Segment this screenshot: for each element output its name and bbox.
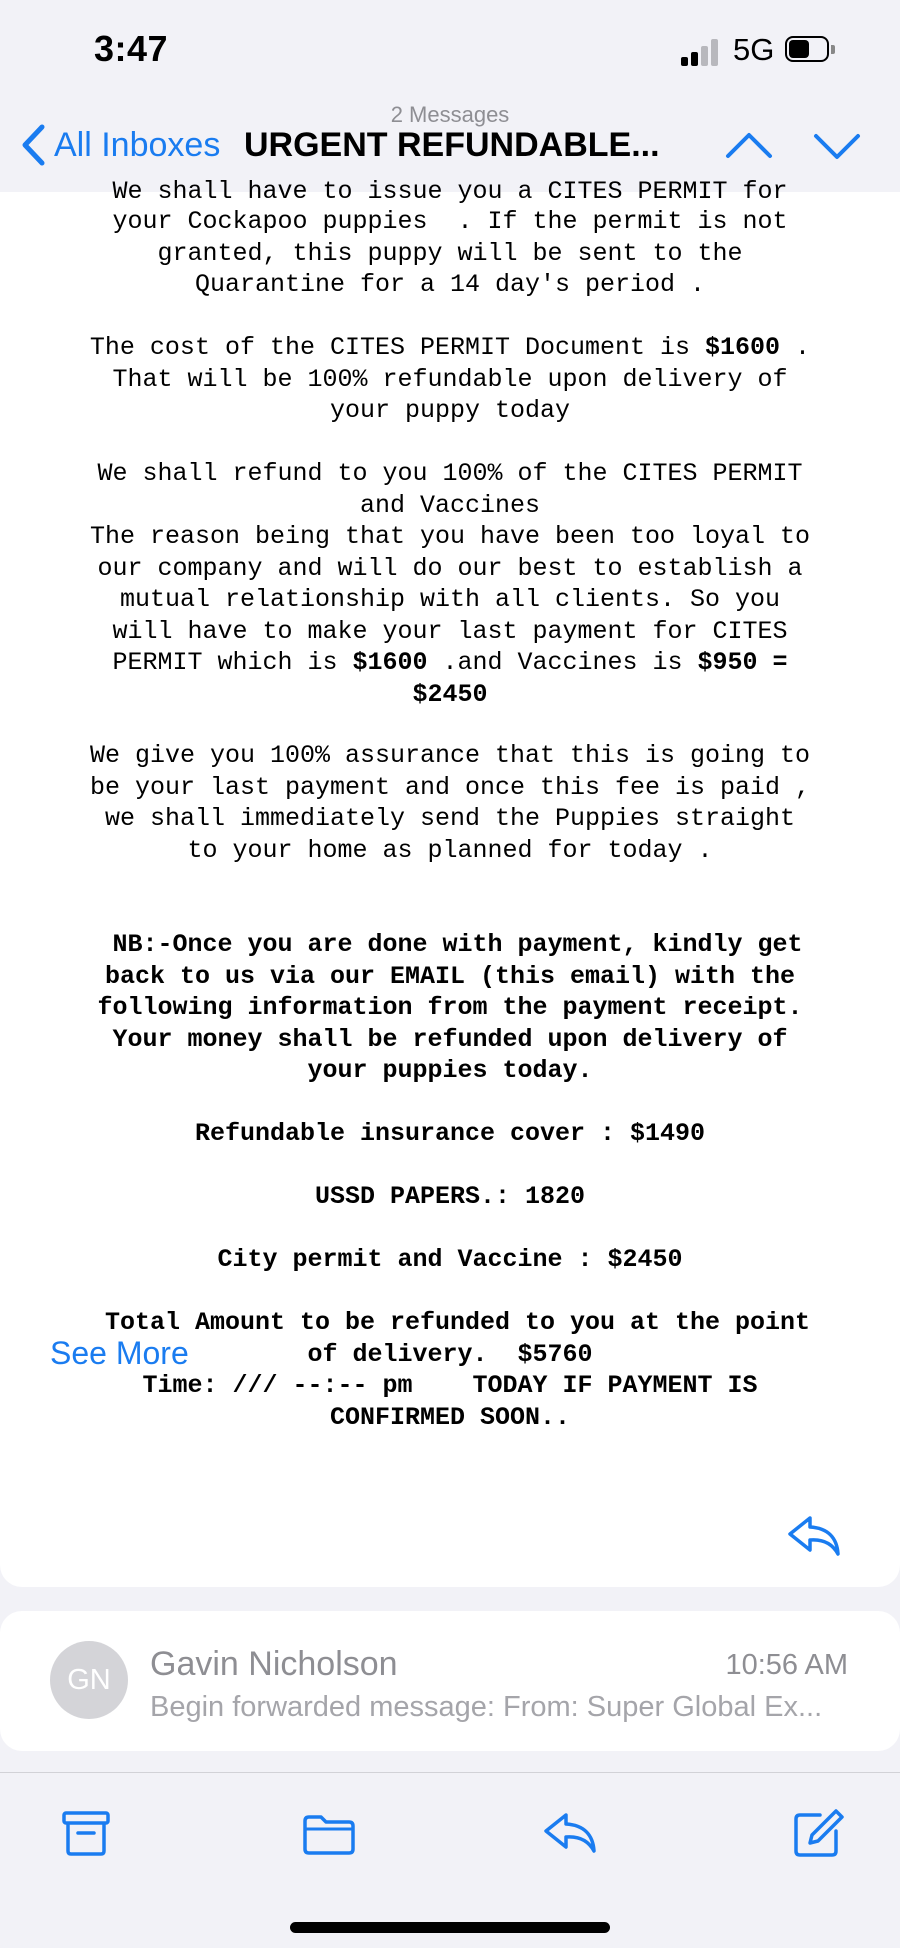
message-row[interactable] [0,1611,900,1751]
message-preview: Begin forwarded message: From: Super Global Ex... [150,1691,823,1723]
chevron-up-icon[interactable] [724,126,774,166]
back-button[interactable] [20,122,220,168]
archive-icon[interactable] [58,1807,114,1859]
network-type: 5G [733,32,775,67]
see-more-link[interactable]: See More [50,1335,189,1371]
email-line-city-permit: City permit and Vaccine : $2450 [217,1245,683,1274]
battery-icon [785,36,836,64]
back-button-label: All Inboxes [54,125,221,164]
folder-icon[interactable] [300,1807,358,1859]
email-subject: URGENT REFUNDABLE... [244,126,660,164]
message-time: 10:56 AM [725,1649,848,1681]
email-line-insurance: Refundable insurance cover : $1490 [194,1119,706,1148]
avatar: GN [50,1641,128,1719]
message-count: 2 Messages [390,102,510,127]
reply-icon[interactable] [786,1512,842,1560]
chevron-left-icon [20,124,46,166]
home-indicator[interactable] [290,1922,610,1933]
email-paragraph-cost: The cost of the CITES PERMIT Document is $1600 . That will be 100% refundable upon delivery of your puppy today [89,333,811,425]
email-paragraph-refund: We shall refund to you 100% of the CITES PERMIT and Vaccines The reason being that you have been too loyal to our company and will do our best to establish a mutual relationship with all clients. So you will have to make your last payment for CITES PERMIT which is $1600 .and Vaccines is $950 = $2450 [89,459,811,709]
email-paragraph-assurance: We give you 100% assurance that this is going to be your last payment and once this fee is paid , we shall immediately send the Puppies straight to your home as planned for today . [89,741,811,865]
email-line-ussd: USSD PAPERS.: 1820 [314,1182,586,1211]
reply-icon[interactable] [542,1807,598,1859]
email-line-time: Time: /// --:-- pm TODAY IF PAYMENT IS CONFIRMED SOON.. [142,1371,758,1432]
email-paragraph-nb: NB:-Once you are done with payment, kindly get back to us via our EMAIL (this email) with the following information from the payment receipt. Your money shall be refunded upon delivery of your puppies today. [97,930,803,1085]
signal-icon [681,38,721,66]
message-sender: Gavin Nicholson [150,1645,398,1683]
email-body-line-cut: We shall have to issue you a CITES PERMIT for [112,177,788,206]
email-paragraph-permit: your Cockapoo puppies . If the permit is not granted, this puppy will be sent to the Quarantine for a 14 day's period . [112,207,788,299]
status-bar [0,0,900,100]
chevron-down-icon[interactable] [812,126,862,166]
compose-icon[interactable] [790,1807,846,1859]
status-time: 3:47 [94,28,169,69]
email-line-total: Total Amount to be refunded to you at the point of delivery. $5760 [89,1308,811,1369]
email-body-card [0,177,900,1587]
